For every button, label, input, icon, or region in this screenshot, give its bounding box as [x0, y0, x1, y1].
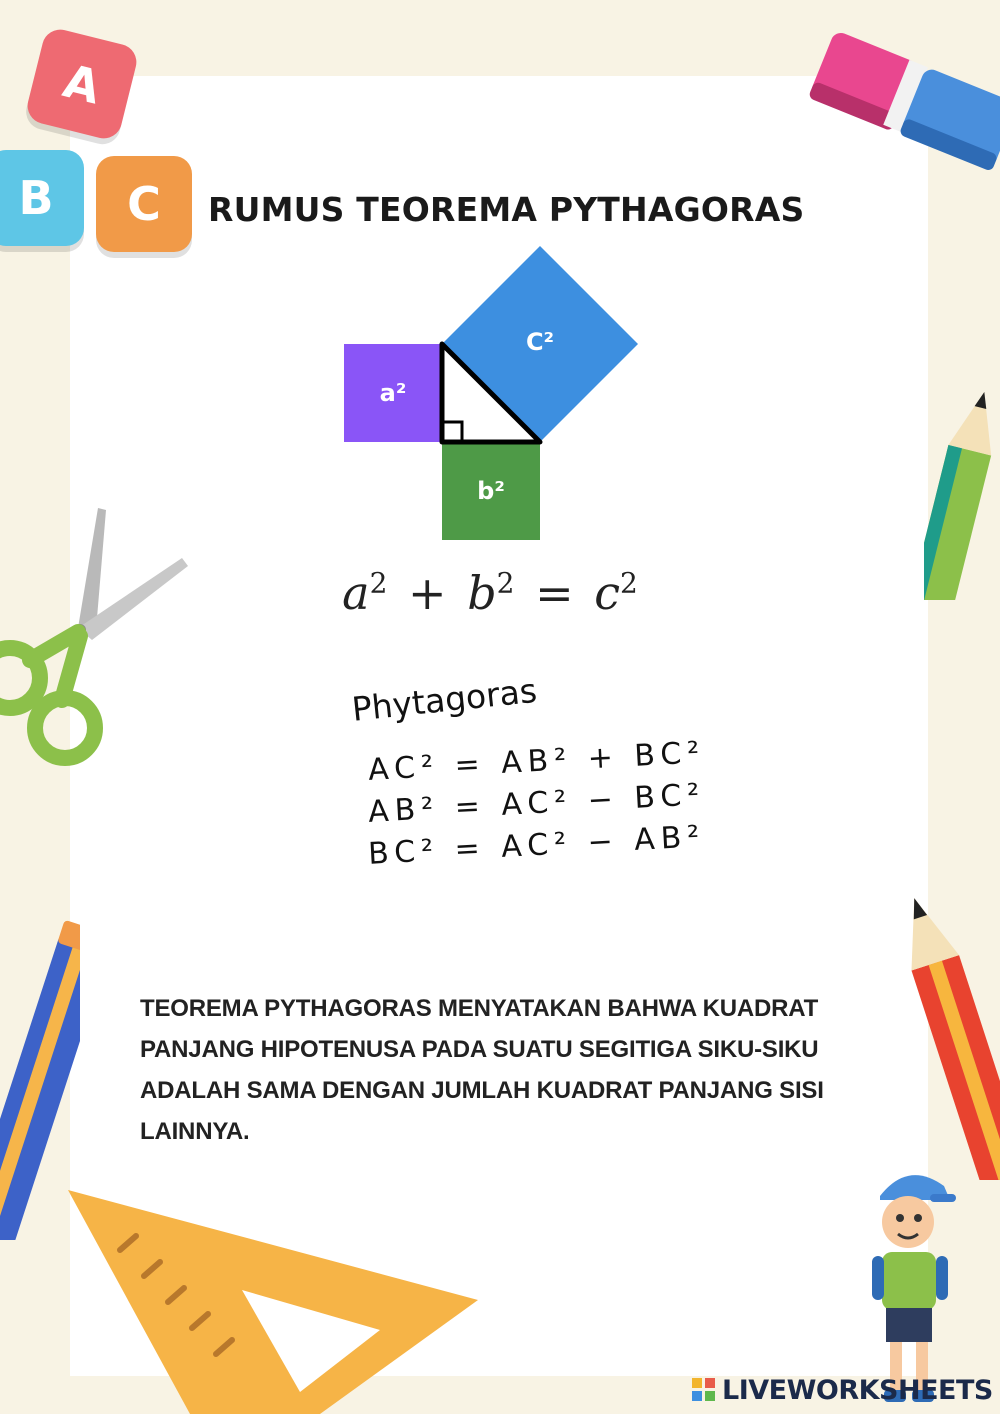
green-pencil-icon: [924, 380, 1000, 600]
eraser-icon: [800, 20, 1000, 200]
handwritten-line-1: AC² = AB² + BC²: [367, 735, 707, 788]
formula-b: b: [467, 566, 497, 620]
square-a-label: a²: [379, 379, 407, 407]
formula-c: c: [594, 566, 621, 620]
formula-equals: =: [535, 566, 574, 620]
page-title: RUMUS TEOREMA PYTHAGORAS: [208, 190, 805, 229]
formula-plus: +: [408, 566, 447, 620]
square-b-label: b²: [477, 477, 505, 505]
letter-block-a: A: [24, 26, 140, 142]
letter-block-b: B: [0, 150, 84, 246]
liveworksheets-logo-icon: [692, 1378, 716, 1402]
handwritten-title: Phytagoras: [349, 670, 539, 729]
triangle-ruler-icon: [60, 1180, 490, 1414]
square-c-label: C²: [525, 328, 555, 356]
formula-exp-c: 2: [620, 566, 638, 600]
letter-block-c: C: [96, 156, 192, 252]
pythagoras-diagram: [340, 236, 650, 546]
liveworksheets-logo[interactable]: [692, 1372, 993, 1408]
pythagoras-formula: [270, 566, 710, 620]
theorem-description: TEOREMA PYTHAGORAS MENYATAKAN BAHWA KUADRAT PANJANG HIPOTENUSA PADA SUATU SEGITIGA SIKU-SIKU ADALAH SAMA DENGAN JUMLAH KUADRAT PANJANG SISI LAINNYA.: [140, 995, 824, 1145]
handwritten-notes: [349, 670, 707, 872]
logo-text: LIVEWORKSHEETS: [722, 1374, 993, 1406]
formula-a: a: [342, 566, 370, 620]
scissors-icon: [0, 500, 200, 780]
formula-exp-b: 2: [496, 566, 515, 600]
handwritten-line-2: AB² = AC² − BC²: [367, 777, 707, 830]
formula-exp-a: 2: [369, 566, 388, 600]
handwritten-line-3: BC² = AC² − AB²: [367, 819, 707, 872]
red-pencil-icon: [910, 880, 1000, 1180]
